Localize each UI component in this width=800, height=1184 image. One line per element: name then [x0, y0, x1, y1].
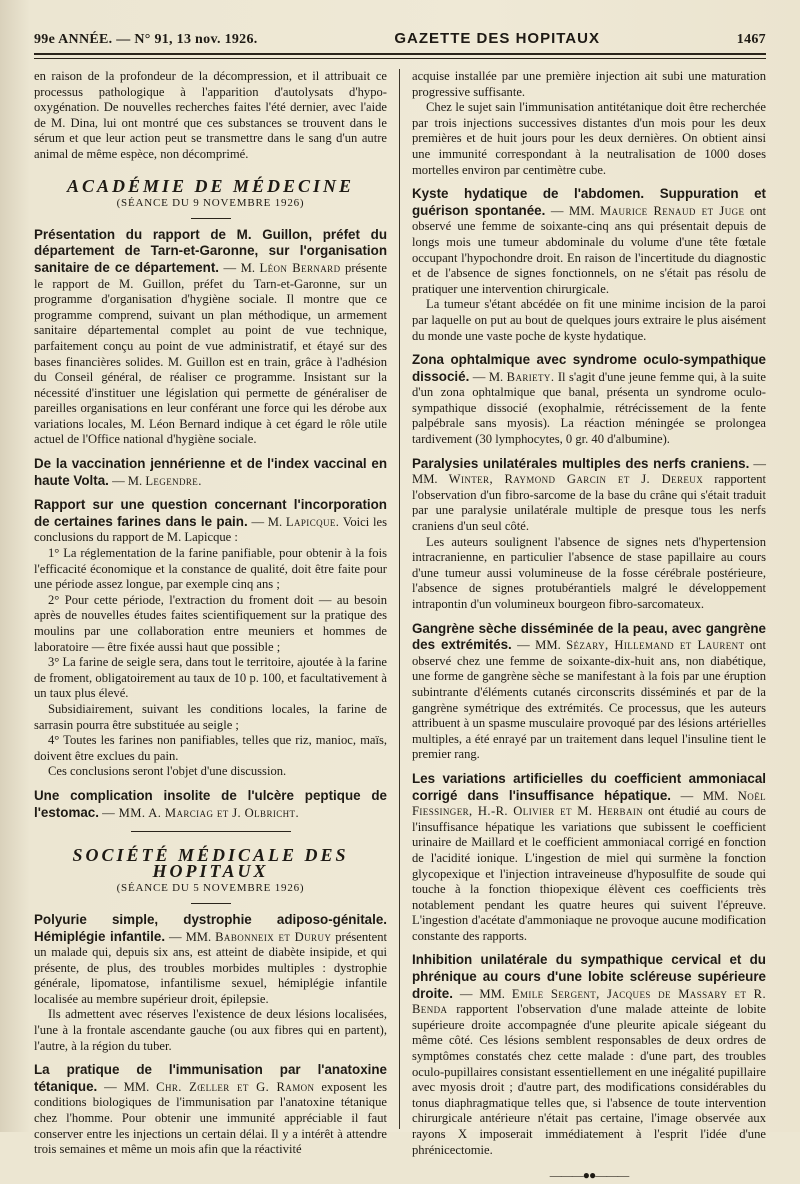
polyurie-text2: Ils admettent avec réserves l'existence de deux lésions localisées, l'une à la frontale ascendante gauche (ou aux fibres qui en partent), l'autre, à la région du tuber. — [34, 1007, 387, 1053]
farines-point: 4° Toutes les farines non panifiables, telles que riz, manioc, maïs, doivent être exclues du pain. — [34, 733, 387, 763]
section-divider — [191, 218, 231, 219]
gangrene-item: Gangrène sèche disséminée de la peau, avec gangrène des extrémités. — MM. Sézary, Hillemand et Laurent ont observé chez une femme de soixante-dix-huit ans, non diabétique, une forme de gangrène sèche se manifestant à la fois par une éruption subintrante d'éléments cutanés circonscrits disséminés et par de la gangrène symétrique des extrémités. Ce processus, que les auteurs attribuent à un spasme musculaire provoqué par des lésions artérielles multiples, a été enrayé par un traitement dans lequel l'insuline tient le premier rang. — [412, 620, 766, 762]
farines-author: Lapicque. — [285, 514, 340, 529]
page-number: 1467 — [736, 32, 766, 47]
kyste-text: ont observé une femme de soixante-cinq ans qui présentait depuis de longs mois une tumeur abdominale du volume d'une tête fœtale occupant l'hypochondre droit. En raison de l'incertitude du diagnostic et de l'absence de signes fonctionnels, on ne s'était pas résolu de pratiquer une intervention chirurgicale. — [412, 203, 767, 296]
inhibition-authors: Emile Sergent, Jacques de Massary et R. Benda — [412, 986, 767, 1017]
inhibition-text: rapportent l'observation d'une malade atteinte de lobite supérieure droite accompagnée d'une pleurite apicale siégeant du même côté. Ces lésions semblent responsables de deux ordres de symptômes constatés chez cette malade : d'une part, des troubles oculo-pupillaires consistant essentiellement en une inégalité pupillaire avec myosis droit ; d'autre part, des modifications considérables du tonus diaphragmatique telles que, si l'absence de toute intervention chirurgicale antérieure n'était pas certaine, l'image observée aux rayons X imposerait immédiatement à l'esprit l'idée d'une phrénicectomie. — [412, 1002, 766, 1157]
zona-text: Il s'agit d'une jeune femme qui, à la suite d'un zona ophtalmique que banal, présenta un syndrome oculo-sympathique dissocié (exophalmie, rétrécissement de la fente palpébrale sans myosis). La réaction méningée se prolongea tardivement (30 lymphocytes, 0 gr. 40 d'albumine). — [412, 369, 766, 447]
paralysies-text2: Les auteurs soulignent l'absence de signes nets d'hypertension intracranienne, en particulier l'absence de stase papillaire au cours d'une tumeur aussi volumineuse de la fosse cérébrale postérieure, l'absence de signes protubérantiels malgré le développement intrapontin d'un volumineux bourgeon fibro-sarcomateux. — [412, 534, 766, 611]
continuation-paragraph-2: Chez le sujet sain l'immunisation antitétanique doit être recherchée par trois injections successives distantes d'un mois pour les deux premières et de huit jours pour les deux dernières. On obtient ainsi une immunité correspondant à la neutralisation de 1000 doses mortelles environ par centimètre cube. — [412, 100, 766, 177]
end-ornament: ———●●——— — [549, 1168, 629, 1183]
paralysies-item: Paralysies unilatérales multiples des nerfs craniens. — MM. Winter, Raymond Garcin et J. Dereux rapportent l'observation d'un fibro-sarcome de la base du crâne qui s'était traduit par une paralysie unilatérale multiple de presque tous les nerfs craniens d'un seul côté. Les auteurs soulignent l'absence de signes nets d'hypertension intracranienne, en particulier l'absence de stase papillaire au cours d'une tumeur aussi volumineuse de la fosse cérébrale postérieure, l'absence de signes protubérantiels malgré le développement intrapontin d'un volumineux bourgeon fibro-sarcomateux. — [412, 455, 766, 611]
farines-heading: Rapport sur une question concernant l'incorporation de certaines farines dans le pain. — [34, 497, 387, 529]
polyurie-item: Polyurie simple, dystrophie adiposo-génitale. Hémiplégie infantile. — MM. Babonneix et Duruy présentent un malade qui, depuis six ans, est atteint de diabète insipide, et qui présente, de plus, des troubles morbides multiples : dystrophie générale, lipomatose, infantilisme sexuel, hémiplégie infantile localisée au membre supérieur droit, épilepsie. Ils admettent avec réserves l'existence de deux lésions localisées, l'une à la frontale ascendante gauche (ou aux fibres qui en partent), l'autre, à la région du tuber. — [34, 911, 388, 1053]
right-column — [400, 69, 767, 1183]
societe-title: SOCIÉTÉ MÉDICALE DES HOPITAUX — [72, 845, 349, 881]
journal-title: GAZETTE DES HOPITAUX — [394, 30, 600, 47]
paralysies-authors: Winter, Raymond Garcin et J. Dereux — [448, 472, 704, 487]
kyste-text2: La tumeur s'étant abcédée on fit une minime incision de la paroi par laquelle on put au bout de quelques jours extraire le plus aisément du monde une vaste poche de kyste hydatique. — [412, 297, 766, 343]
tetanique-item: La pratique de l'immunisation par l'anatoxine tétanique. — MM. Chr. Zœller et G. Ramon exposent les conditions biologiques de l'immunisation par l'anatoxine tétanique chez l'homme. Pour obtenir une immunité appréciable il faut conserver entre les injections un certain délai. Il y a intérêt à attendre trois semaines et même un mois afin que la réactivité — [34, 1062, 388, 1157]
intro-paragraph: en raison de la profondeur de la décompression, et il attribuait ce processus pathologique à l'apparition d'autolysats d'hypo-oxygénation. De nouvelles recherches faites l'été dernier, avec l'aide de M. Dina, lui ont montré que ces substances se trouvent dans le sérum et que leur action peut se transmettre dans le sang d'un autre animal de même espèce, non décomprimé. — [34, 69, 387, 161]
zona-author: Bariety. — [506, 369, 555, 384]
farines-item: Rapport sur une question concernant l'incorporation de certaines farines dans le pain. — M. Lapicque. Voici les conclusions du rapport de M. Lapicque : 1° La réglementation de la farine panifiable, pour obtenir à la fois l'efficacité économique et la constance de qualité, doit être faite pour une période assez longue, par exemple cinq ans ; 2° Pour cette période, l'extraction du froment doit — au besoin après de nouvelles études faites scientifiquement sur la pratique des moulins par une collaboration entre meuniers et hommes de laboratoire — être fixée aussi haut que possible ; 3° La farine de seigle sera, dans tout le territoire, ajoutée à la farine de froment, obligatoirement au taux de 10 p. 100, et facultativement à un taux plus élevé. Subsidiairement, suivant les conditions locales, la farine de sarrasin pourra être substituée au seigle ; 4° Toutes les farines non panifiables, telles que riz, manioc, maïs, doivent être exclues du pain. Ces conclusions seront l'objet d'une discussion. — [34, 497, 387, 779]
ulcere-heading: Une complication insolite de l'ulcère peptique de l'estomac. — [34, 787, 387, 820]
section-divider — [131, 831, 291, 832]
guillon-heading: Présentation du rapport de M. Guillon, préfet du département de Tarn-et-Garonne, sur l'organisation sanitaire de ce département. — [34, 226, 387, 275]
variations-item: Les variations artificielles du coefficient ammoniacal corrigé dans l'insuffisance hépatique. — MM. Noël Fiessinger, H.-R. Olivier et M. Herbain ont étudié au cours de l'insuffisance hépatique les variations que subissent le coefficient urinaire de Maillard et le coefficient ammoniacal corrigé en fonction de l'acidité ionique. L'ingestion de miel qui surmène la fonction glycopexique et l'injection intraveineuse d'hyposulfite de soude qui touche à la fonction thiopexique élèvent ces coefficients très notablement pendant les quatre heures qui suivent l'épreuve. L'ingestion d'acétate d'ammoniaque ne provoque aucune modification constante des rapports. — [412, 770, 766, 943]
inhibition-item: Inhibition unilatérale du sympathique cervical et du phrénique au cours d'une lobite scléreuse supérieure droite. — MM. Emile Sergent, Jacques de Massary et R. Benda rapportent l'observation d'une malade atteinte de lobite supérieure droite accompagnée d'une pleurite apicale siégeant du même côté. Ces lésions semblent responsables de deux ordres de symptômes constatés chez cette malade : d'une part, des troubles oculo-pupillaires consistant essentiellement en une inégalité pupillaire avec myosis droit ; d'autre part, des modifications considérables du tonus diaphragmatique telles que, si l'absence de toute intervention chirurgicale antérieure n'était pas certaine, l'image observée aux rayons X imposerait immédiatement à l'esprit l'idée d'une phrénicectomie. — [412, 952, 767, 1157]
variations-heading: Les variations artificielles du coefficient ammoniacal corrigé dans l'insuffisance hépatique. — [412, 770, 766, 803]
header-rule — [34, 53, 766, 59]
farines-point: 1° La réglementation de la farine panifiable, pour obtenir à la fois l'efficacité économique et la constance de qualité, doit être faite pour une période assez longue, par exemple cinq ans ; — [34, 546, 387, 592]
polyurie-authors: Babonneix et Duruy — [215, 929, 332, 944]
two-columns — [34, 69, 767, 1183]
polyurie-text: présentent un malade qui, depuis six ans, est atteint de diabète insipide, et qui présente, de plus, des troubles morbides multiples : dystrophie générale, lipomatose, infantilisme sexuel, hémiplégie infantile localisée au membre supérieur droit, épilepsie. — [34, 929, 388, 1006]
farines-point: Ces conclusions seront l'objet d'une discussion. — [48, 764, 287, 779]
guillon-text: présente le rapport de M. Guillon, préfet du Tarn-et-Garonne, sur un programme d'organisation d'hygiène sociale. Il montre que ce programme comprend, suivant un plan méthodique, un armement sanitaire départemental complet au point de vue technique, parfaitement conçu au point de vue administratif, et étayé sur des bases financières solides. M. Guillon est en train, grâce à l'adhésion du Conseil général, de réaliser ce programme. Insistant sur la nécessité d'instituer une législation qui permette de généraliser de pareilles organisations en leur conférant une force qui les dérobe aux variations locales, M. Léon Bernard indique à cet égard le rôle utile actuel de l'Office national d'hygiène sociale. — [34, 260, 387, 447]
farines-point: 3° La farine de seigle sera, dans tout le territoire, ajoutée à la farine de froment, obligatoirement au taux de 10 p. 100, et facultativement à un taux plus élevé. — [34, 655, 387, 701]
kyste-heading: Kyste hydatique de l'abdomen. Suppuration et guérison spontanée. — [412, 186, 766, 218]
volta-heading: De la vaccination jennérienne et de l'index vaccinal en haute Volta. — [34, 456, 387, 488]
academie-session: (SÉANCE DU 9 NOVEMBRE 1926) — [116, 197, 305, 210]
inhibition-heading: Inhibition unilatérale du sympathique cervical et du phrénique au cours d'une lobite scléreuse supérieure droite. — [412, 952, 766, 1001]
variations-authors: Noël Fiessinger, H.-R. Olivier et M. Herbain — [412, 788, 766, 819]
volta-item: De la vaccination jennérienne et de l'index vaccinal en haute Volta. — M. Legendre. — [34, 456, 387, 488]
page-header — [34, 30, 766, 53]
societe-session: (SÉANCE DU 5 NOVEMBRE 1926) — [116, 882, 305, 895]
ulcere-item — [34, 788, 387, 821]
farines-text: Voici les conclusions du rapport de M. Lapicque : — [34, 514, 387, 545]
tetanique-heading: La pratique de l'immunisation par l'anatoxine tétanique. — [34, 1062, 387, 1094]
zona-heading: Zona ophtalmique avec syndrome oculo-sympathique dissocié. — [412, 352, 766, 384]
polyurie-heading: Polyurie simple, dystrophie adiposo-génitale. Hémiplégie infantile. — [34, 911, 387, 944]
kyste-item: Kyste hydatique de l'abdomen. Suppuration et guérison spontanée. — MM. Maurice Renaud et Juge ont observé une femme de soixante-cinq ans qui présentait depuis de longs mois une tumeur abdominale du volume d'une tête fœtale occupant l'hypochondre droit. En raison de l'incertitude du diagnostic et de l'absence de signes fonctionnels, on ne s'était pas résolu de pratiquer une intervention chirurgicale. La tumeur s'étant abcédée on fit une minime incision de la paroi par laquelle on put au bout de quelques jours extraire le plus aisément du monde une vaste poche de kyste hydatique. — [412, 186, 767, 343]
paralysies-text: rapportent l'observation d'un fibro-sarcome de la base du crâne qui s'était traduit par une paralysie unilatérale multiple de presque tous les nerfs craniens d'un seul côté. — [412, 472, 766, 534]
left-column — [34, 69, 400, 1157]
farines-point: 2° Pour cette période, l'extraction du froment doit — au besoin après de nouvelles études faites scientifiquement sur la pratique des moulins par une collaboration entre meuniers et hommes de laboratoire — être fixée aussi haut que possible ; — [34, 592, 387, 654]
gangrene-heading: Gangrène sèche disséminée de la peau, avec gangrène des extrémités. — [412, 620, 766, 653]
tetanique-authors: Chr. Zœller et G. Ramon — [156, 1079, 315, 1094]
ulcere-authors: — MM. A. Marciag et J. Olbricht. — [102, 805, 299, 820]
tetanique-text: exposent les conditions biologiques de l'immunisation par l'anatoxine tétanique chez l'homme. Pour obtenir une immunité appréciable il faut conserver entre les injections un certain délai. Il y a intérêt à attendre trois semaines et même un mois afin que la réactivité — [34, 1079, 388, 1157]
guillon-author: Léon Bernard — [259, 260, 341, 275]
paralysies-heading: Paralysies unilatérales multiples des nerfs craniens. — [412, 455, 750, 471]
gangrene-text: ont observé chez une femme de soixante-dix-huit ans, non diabétique, une forme de gangrène sèche se manifestant à la fois par une éruption subintrante d'éléments cutanés circonscrits disséminés et par de la gangrène symétrique des extrémités. Ce processus, que les auteurs attribuent à un spasme musculaire provoqué par des lésions artérielles multiples, a été enrayé par un traitement dans lequel l'insuline tient le premier rang. — [412, 638, 766, 762]
zona-item: Zona ophtalmique avec syndrome oculo-sympathique dissocié. — M. Bariety. Il s'agit d'une jeune femme qui, à la suite d'un zona ophtalmique que banal, présenta un syndrome oculo-sympathique dissocié (exophalmie, rétrécissement de la fente palpébrale sans myosis). La réaction méningée se prolongea tardivement (30 lymphocytes, 0 gr. 40 d'albumine). — [412, 352, 766, 447]
section-divider — [191, 903, 231, 904]
gangrene-authors: Sézary, Hillemand et Laurent — [566, 638, 745, 653]
volta-author: Legendre. — [145, 473, 202, 488]
guillon-item: Présentation du rapport de M. Guillon, préfet du département de Tarn-et-Garonne, sur l'organisation sanitaire de ce département. — M. Léon Bernard présente le rapport de M. Guillon, préfet du Tarn-et-Garonne, sur un programme d'organisation d'hygiène sociale. Il montre que ce programme comprend, suivant un plan méthodique, un armement sanitaire départemental complet au point de vue technique, parfaitement conçu au point de vue administratif, et étayé sur des bases financières solides. M. Guillon est en train, grâce à l'adhésion du Conseil général, de réaliser ce programme. Insistant sur la nécessité d'instituer une législation qui permette de généraliser de pareilles organisations en leur conférant une force qui les dérobe aux variations locales, M. Léon Bernard indique à cet égard le rôle utile actuel de l'Office national d'hygiène sociale. — [34, 226, 387, 447]
continuation-paragraph: acquise installée par une première injection ait subi une maturation progressive suffisante. — [412, 69, 766, 99]
academie-title: ACADÉMIE DE MÉDECINE — [66, 175, 355, 196]
farines-point: Subsidiairement, suivant les conditions locales, la farine de sarrasin pourra être substituée au seigle ; — [34, 701, 387, 732]
issue-info: 99e ANNÉE. — N° 91, 13 nov. 1926. — [34, 32, 258, 47]
variations-text: ont étudié au cours de l'insuffisance hépatique les variations que subissent le coefficient urinaire de Maillard et le coefficient ammoniacal corrigé en fonction de l'acidité ionique. L'ingestion de miel qui surmène la fonction glycopexique et l'injection intraveineuse d'hyposulfite de soude qui touche à la fonction thiopexique élèvent ces coefficients très notablement pendant les quatre heures qui suivent l'épreuve. L'ingestion d'acétate d'ammoniaque ne provoque aucune modification constante des rapports. — [412, 804, 766, 943]
kyste-authors: Maurice Renaud et Juge — [600, 203, 745, 218]
